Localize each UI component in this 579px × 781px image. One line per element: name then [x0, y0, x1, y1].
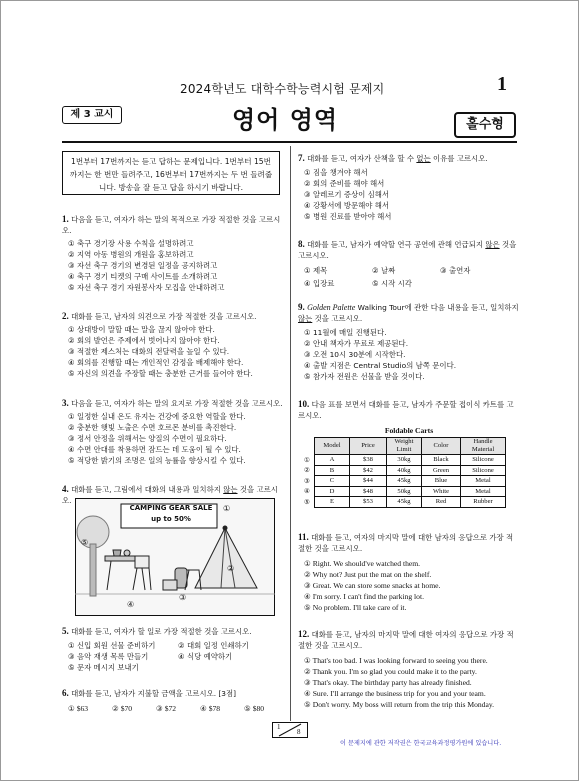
option-4[interactable]: ④ 식당 예약하기	[178, 652, 233, 661]
option-3[interactable]: ③ 적절한 제스처는 대화의 전달력을 높일 수 있다.	[68, 347, 230, 356]
question-6	[62, 688, 284, 714]
question-number: 7.	[298, 153, 305, 163]
option-1[interactable]: ① 축구 경기장 사용 수칙을 설명하려고	[68, 239, 194, 248]
table-cell: 50kg	[387, 486, 422, 497]
table-cell: E	[315, 497, 350, 508]
table-cell: $44	[350, 476, 387, 487]
mark-header	[300, 438, 315, 455]
option-2[interactable]: ② 회의 발언은 주제에서 벗어나지 않아야 한다.	[68, 336, 220, 345]
question-stem: 다음을 듣고, 여자가 하는 말의 요지로 가장 적절한 것을 고르시오.	[71, 399, 283, 408]
column-header: Model	[315, 438, 350, 455]
question-number: 9.	[298, 302, 305, 312]
question-stem: 다음을 듣고, 여자가 하는 말의 목적으로 가장 적절한 것을 고르시오.	[62, 215, 281, 235]
option-3[interactable]: ③ 정서 안정을 위해서는 양질의 수면이 필요하다.	[68, 434, 227, 443]
row-mark[interactable]: ②	[304, 467, 310, 475]
table-row[interactable]	[300, 455, 506, 466]
question-number: 1.	[62, 214, 69, 224]
table-cell: $42	[350, 465, 387, 476]
question-11	[298, 532, 520, 613]
table-cell: 45kg	[387, 497, 422, 508]
option-5[interactable]: ⑤ Don't worry. My boss will return from the trip this Monday.	[304, 700, 495, 709]
question-stem: 대화를 듣고, 남자가 예약할 연극 공연에 관해 언급되지	[307, 240, 486, 249]
question-5	[62, 626, 284, 673]
question-1	[62, 214, 284, 293]
option-2[interactable]: ② 회의 준비를 해야 해서	[304, 179, 385, 188]
question-stem-emphasis: 않는	[298, 314, 313, 323]
option-2[interactable]: ② 대회 일정 인쇄하기	[178, 641, 249, 650]
option-5[interactable]: ⑤ 자신의 의견을 주장할 때는 충분한 근거를 들어야 한다.	[68, 369, 253, 378]
question-stem-emphasis: 않은	[485, 240, 500, 249]
question-stem: 대화를 듣고, 남자의 마지막 말에 대한 여자의 응답으로 가장 적절한 것을 고르시오.	[298, 630, 514, 650]
marker-1[interactable]: ①	[223, 504, 231, 513]
table-cell: $48	[350, 486, 387, 497]
marker-2[interactable]: ②	[227, 564, 235, 573]
question-number: 12.	[298, 629, 310, 639]
table-cell: White	[422, 486, 461, 497]
option-2[interactable]: ② 충분한 햇빛 노출은 수면 호르몬 분비를 촉진한다.	[68, 423, 237, 432]
table-cell: D	[315, 486, 350, 497]
option-5[interactable]: ⑤ 참가자 전원은 선물을 받을 것이다.	[304, 372, 425, 381]
row-mark[interactable]: ①	[304, 456, 310, 464]
carts-table-wrap	[300, 437, 506, 508]
table-cell: C	[315, 476, 350, 487]
question-stem-emphasis: 없는	[416, 154, 431, 163]
option-3[interactable]: ③ $72	[156, 704, 177, 713]
marker-5[interactable]: ⑤	[81, 538, 89, 547]
option-1[interactable]: ① 신입 회원 선물 준비하기	[68, 641, 156, 650]
option-3[interactable]: ③ 음악 재생 목록 만들기	[68, 652, 149, 661]
question-stem-end: 것을 고르시오.	[62, 485, 278, 505]
option-1[interactable]: ① Right. We should've watched them.	[304, 559, 421, 568]
question-stem: 대화를 듣고, 남자의 의견으로 가장 적절한 것을 고르시오.	[71, 312, 257, 321]
option-2[interactable]: ② 지역 아동 병원의 개원을 홍보하려고	[68, 250, 194, 259]
table-row[interactable]	[300, 497, 506, 508]
option-5[interactable]: ⑤ 병원 진료를 받아야 해서	[304, 212, 392, 221]
table-row[interactable]	[300, 486, 506, 497]
table-cell: A	[315, 455, 350, 466]
option-2[interactable]: ② Thank you. I'm so glad you could make it to the party.	[304, 667, 477, 676]
row-mark[interactable]: ⑤	[304, 498, 310, 506]
option-2[interactable]: ② 날짜	[372, 266, 396, 275]
question-10	[298, 399, 520, 421]
question-stem: 대화를 듣고, 여자가 산책을 할 수	[307, 154, 417, 163]
option-3[interactable]: ③ 출연자	[440, 266, 471, 275]
option-4[interactable]: ④ 축구 경기 티켓의 구매 사이트를 소개하려고	[68, 272, 218, 281]
option-2[interactable]: ② 안내 책자가 무료로 제공된다.	[304, 339, 409, 348]
question-number: 4.	[62, 484, 69, 494]
column-header: Color	[422, 438, 461, 455]
table-cell: Silicone	[461, 455, 506, 466]
question-stem: 대화를 듣고, 그림에서 대화의 내용과 일치하지	[71, 485, 224, 494]
table-cell: Metal	[461, 486, 506, 497]
marker-3[interactable]: ③	[179, 593, 187, 602]
sale-sign-discount: up to 50%	[151, 515, 191, 523]
question-number: 8.	[298, 239, 305, 249]
option-1[interactable]: ① 상대방이 말할 때는 말을 끊지 않아야 한다.	[68, 325, 215, 334]
question-9	[298, 302, 520, 382]
question-stem-emphasis: 않는	[223, 485, 238, 494]
table-cell: Red	[422, 497, 461, 508]
question-stem-end: 것을 고르시오.	[298, 240, 517, 260]
option-3[interactable]: ③ That's okay. The birthday party has already finished.	[304, 678, 472, 687]
question-number: 3.	[62, 398, 69, 408]
table-cell: B	[315, 465, 350, 476]
option-5[interactable]: ⑤ 문자 메시지 보내기	[68, 663, 139, 672]
camping-illustration	[75, 498, 275, 616]
listening-notice: 1번부터 17번까지는 듣고 답하는 문제입니다. 1번부터 15번까지는 한 번만 들려주고, 16번부터 17번까지는 두 번 들려줍니다. 방송을 잘 듣고 답을 하시기 바랍니다.	[62, 151, 280, 195]
table-cell: Metal	[461, 476, 506, 487]
option-1[interactable]: ① 제목	[304, 266, 328, 275]
table-cell: 40kg	[387, 465, 422, 476]
option-1[interactable]: ① 짐을 챙겨야 해서	[304, 168, 368, 177]
page-title: 영어 영역	[232, 106, 339, 134]
option-2[interactable]: ② $70	[112, 704, 133, 713]
carts-table	[300, 437, 506, 508]
option-3[interactable]: ③ 자선 축구 경기의 변경된 일정을 공지하려고	[68, 261, 218, 270]
table-cell: $53	[350, 497, 387, 508]
sale-sign-title: CAMPING GEAR SALE	[129, 504, 213, 512]
column-divider	[290, 146, 291, 721]
question-7	[298, 153, 520, 222]
page-total: 8	[297, 728, 301, 736]
option-4[interactable]: ④ Sure. I'll arrange the business trip for you and your team.	[304, 689, 486, 698]
header-rule	[62, 141, 517, 143]
option-5[interactable]: ⑤ 자선 축구 경기 자원봉사자 모집을 안내하려고	[68, 283, 225, 292]
column-header: Price	[350, 438, 387, 455]
question-stem-end: 이유를 고르시오.	[430, 154, 488, 163]
table-cell: 45kg	[387, 476, 422, 487]
option-3[interactable]: ③ Great. We can store some snacks at home.	[304, 581, 441, 590]
tour-title: Golden Palette	[307, 303, 356, 312]
option-4[interactable]: ④ 입장료	[304, 279, 335, 288]
option-3[interactable]: ③ 알레르기 증상이 심해서	[304, 190, 390, 199]
option-5[interactable]: ⑤ No problem. I'll take care of it.	[304, 603, 407, 612]
option-4[interactable]: ④ 수면 안대를 착용하면 잠드는 데 도움이 될 수 있다.	[68, 445, 241, 454]
exam-type-badge: 홀수형	[454, 112, 516, 138]
option-3[interactable]: ③ 오전 10시 30분에 시작한다.	[304, 350, 406, 359]
table-cell: Rubber	[461, 497, 506, 508]
question-number: 10.	[298, 399, 310, 409]
option-1[interactable]: ① 일정한 실내 온도 유지는 건강에 중요한 역할을 한다.	[68, 412, 246, 421]
question-number: 11.	[298, 532, 309, 542]
table-row[interactable]	[300, 465, 506, 476]
question-stem-end: 것을 고르시오.	[312, 314, 363, 323]
page-indicator	[272, 722, 308, 738]
column-header: Weight Limit	[387, 438, 422, 455]
question-number: 5.	[62, 626, 69, 636]
exam-subtitle: 2024학년도 대학수학능력시험 문제지	[180, 82, 385, 96]
question-stem: 대화를 듣고, 여자의 마지막 말에 대한 남자의 응답으로 가장 적절한 것을 고르시오.	[298, 533, 514, 553]
table-cell: $38	[350, 455, 387, 466]
session-badge: 제 3 교시	[62, 106, 122, 124]
copyright-notice: 이 문제지에 관한 저작권은 한국교육과정평가원에 있습니다.	[340, 740, 502, 747]
question-12	[298, 629, 520, 710]
question-2	[62, 311, 284, 379]
table-cell: Blue	[422, 476, 461, 487]
table-cell: Silicone	[461, 465, 506, 476]
question-8	[298, 239, 520, 289]
option-4[interactable]: ④ 강황서에 방문해야 해서	[304, 201, 390, 210]
marker-4[interactable]: ④	[127, 600, 135, 609]
question-stem: Walking Tour에 관한 다음 내용을 듣고, 일치하지	[355, 303, 519, 312]
option-2[interactable]: ② Why not? Just put the mat on the shelf.	[304, 570, 432, 579]
table-cell: Green	[422, 465, 461, 476]
column-header: Handle Material	[461, 438, 506, 455]
page-current: 1	[277, 723, 281, 731]
question-number: 6.	[62, 688, 69, 698]
question-stem: 다음 표를 보면서 대화를 듣고, 남자가 주문할 접이식 카트를 고르시오.	[298, 400, 514, 420]
table-row[interactable]	[300, 476, 506, 487]
option-1[interactable]: ① 11월에 매일 진행된다.	[304, 328, 387, 337]
option-1[interactable]: ① $63	[68, 704, 89, 713]
option-5[interactable]: ⑤ 시작 시각	[372, 279, 412, 288]
row-mark[interactable]: ③	[304, 477, 310, 485]
option-4[interactable]: ④ I'm sorry. I can't find the parking lot.	[304, 592, 424, 601]
table-cell: 30kg	[387, 455, 422, 466]
question-stem: 대화를 듣고, 남자가 지불할 금액을 고르시오. [3점]	[71, 689, 237, 698]
question-3	[62, 398, 284, 466]
question-number: 2.	[62, 311, 69, 321]
table-title: Foldable Carts	[384, 426, 434, 435]
option-4[interactable]: ④ $78	[200, 704, 221, 713]
page-number: 1	[497, 73, 507, 95]
option-5[interactable]: ⑤ $80	[244, 704, 265, 713]
option-1[interactable]: ① That's too bad. I was looking forward to seeing you there.	[304, 656, 488, 665]
table-header-row	[300, 438, 506, 455]
option-4[interactable]: ④ 출발 지점은 Central Studio의 남쪽 문이다.	[304, 361, 457, 370]
option-5[interactable]: ⑤ 적당한 밝기의 조명은 일의 능률을 향상시킬 수 있다.	[68, 456, 246, 465]
option-4[interactable]: ④ 회의를 진행할 때는 개인적인 감정을 배제해야 한다.	[68, 358, 244, 367]
row-mark[interactable]: ④	[304, 488, 310, 496]
table-cell: Black	[422, 455, 461, 466]
question-stem: 대화를 듣고, 여자가 할 일로 가장 적절한 것을 고르시오.	[71, 627, 252, 636]
